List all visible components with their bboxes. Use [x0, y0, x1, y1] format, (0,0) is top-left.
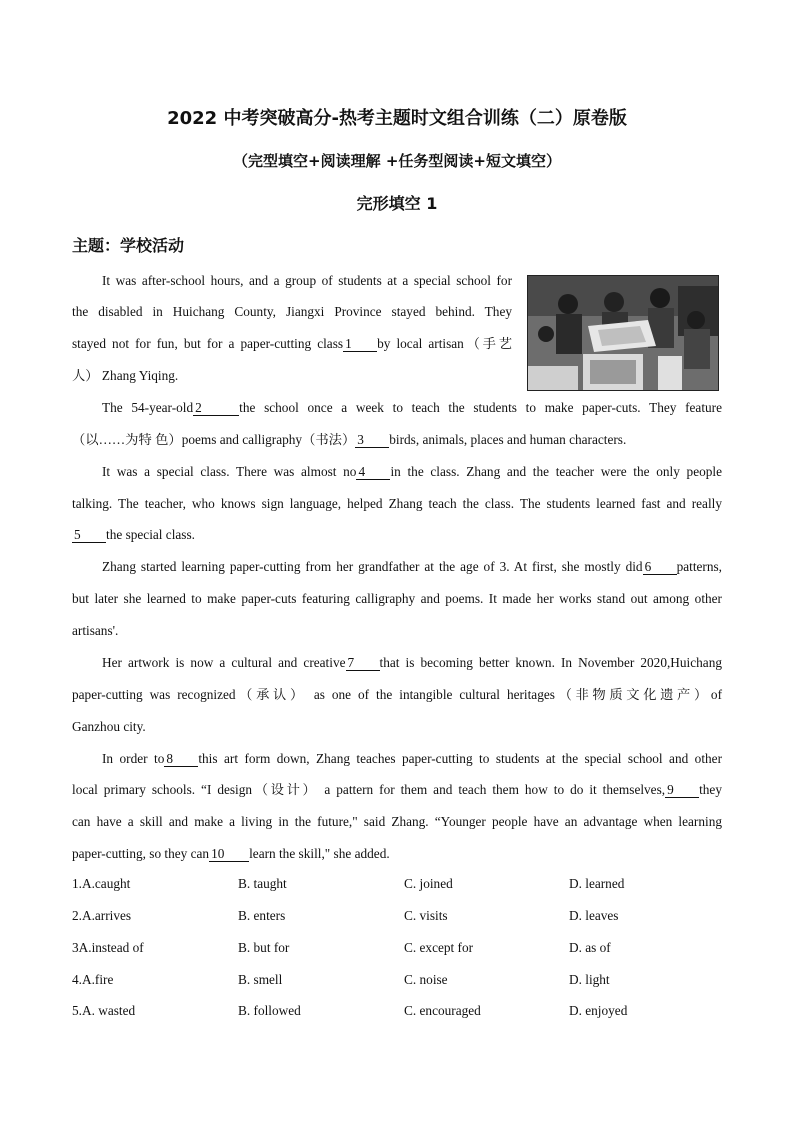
- option-a: 4.A.fire: [72, 972, 114, 987]
- passage-text: Zhang started learning paper-cutting from her grandfather at the age of 3. At first, she mostly did: [102, 559, 643, 574]
- passage-text: local primary schools. “I design（设计） a pattern for them and teach them how to do it themselves,: [72, 782, 666, 797]
- passage-line: the disabled in Huichang County, Jiangxi Province stayed behind. They: [72, 304, 512, 319]
- blank-3: 3: [355, 432, 389, 448]
- passage-text: patterns,: [676, 559, 722, 574]
- option-a: 3A.instead of: [72, 940, 144, 955]
- option-c: C. visits: [404, 908, 448, 923]
- blank-5: 5: [72, 527, 106, 543]
- passage-line: [72, 431, 722, 449]
- passage-line: talking. The teacher, who knows sign language, helped Zhang teach the class. The students learned fast and really: [72, 496, 722, 511]
- passage-text: In order to: [102, 751, 165, 766]
- passage-text: It was a special class. There was almost no: [102, 464, 357, 479]
- passage-line: [72, 526, 722, 544]
- blank-2: 2: [193, 400, 239, 416]
- options-row-4: [72, 972, 722, 990]
- options-row-5: [72, 1003, 722, 1021]
- document-subtitle: （完型填空+阅读理解 +任务型阅读+短文填空）: [233, 152, 561, 170]
- document-title: 2022 中考突破高分-热考主题时文组合训练（二）原卷版: [167, 108, 627, 129]
- passage-text: in the class. Zhang and the teacher were the only people: [390, 464, 722, 479]
- passage-line: [102, 399, 722, 417]
- option-a: 2.A.arrives: [72, 908, 132, 923]
- option-b: B. smell: [238, 972, 283, 987]
- blank-7: 7: [346, 655, 380, 671]
- passage-line: [72, 781, 722, 799]
- blank-4: 4: [356, 464, 390, 480]
- passage-text: （以……为特 色）poems and calligraphy（书法）: [72, 432, 356, 447]
- passage-text: paper-cutting, so they can: [72, 846, 210, 861]
- passage-text: by local artisan（手艺: [377, 336, 512, 351]
- passage-line: paper-cutting was recognized（承认） as one of the intangible cultural heritages（非物质文化遗产）of: [72, 687, 722, 702]
- blank-6: 6: [643, 559, 677, 575]
- passage-text: stayed not for fun, but for a paper-cutting class: [72, 336, 344, 351]
- passage-text: they: [699, 782, 722, 797]
- passage-text: learn the skill," she added.: [249, 846, 390, 861]
- section-heading: 完形填空 1: [356, 194, 438, 213]
- blank-9: 9: [665, 782, 699, 798]
- passage-text: this art form down, Zhang teaches paper-cutting to students at the special school and other: [198, 751, 722, 766]
- option-d: D. learned: [569, 876, 625, 891]
- passage-text: the special class.: [106, 527, 195, 542]
- options-row-1: [72, 876, 722, 894]
- passage-line: but later she learned to make paper-cuts featuring calligraphy and poems. It made her works stand out among other: [72, 591, 722, 606]
- blank-1: 1: [343, 336, 377, 352]
- passage-line: Ganzhou city.: [72, 719, 146, 734]
- theme-heading: 主题：学校活动: [72, 236, 185, 255]
- passage-text: birds, animals, places and human characters.: [389, 432, 627, 447]
- option-b: B. but for: [238, 940, 290, 955]
- blank-8: 8: [164, 751, 198, 767]
- option-a: 1.A.caught: [72, 876, 131, 891]
- passage-line: artisans'.: [72, 623, 119, 638]
- passage-text: The 54-year-old: [102, 400, 194, 415]
- option-c: C. except for: [404, 940, 474, 955]
- passage-line: [102, 558, 722, 576]
- passage-text: the school once a week to teach the students to make paper-cuts. They feature: [239, 400, 722, 415]
- passage-line: can have a skill and make a living in the future," said Zhang. “Younger people have an advantage when learning: [72, 814, 722, 829]
- option-b: B. followed: [238, 1003, 301, 1018]
- option-d: D. leaves: [569, 908, 619, 923]
- option-d: D. enjoyed: [569, 1003, 628, 1018]
- option-d: D. light: [569, 972, 610, 987]
- passage-line: 人） Zhang Yiqing.: [72, 368, 179, 383]
- passage-line: [102, 750, 722, 768]
- options-row-2: [72, 908, 722, 926]
- passage-line: [72, 845, 722, 863]
- option-c: C. encouraged: [404, 1003, 481, 1018]
- option-c: C. noise: [404, 972, 448, 987]
- passage-text: Her artwork is now a cultural and creative: [102, 655, 346, 670]
- option-a: 5.A. wasted: [72, 1003, 136, 1018]
- passage-text: that is becoming better known. In November 2020,Huichang: [379, 655, 722, 670]
- option-c: C. joined: [404, 876, 453, 891]
- passage-line: [72, 335, 512, 353]
- passage-line: [102, 654, 722, 672]
- option-d: D. as of: [569, 940, 611, 955]
- options-row-3: [72, 940, 722, 958]
- option-b: B. enters: [238, 908, 286, 923]
- option-b: B. taught: [238, 876, 287, 891]
- passage-line: [102, 463, 722, 481]
- passage-line: It was after-school hours, and a group of students at a special school for: [102, 273, 512, 288]
- blank-10: 10: [209, 846, 249, 862]
